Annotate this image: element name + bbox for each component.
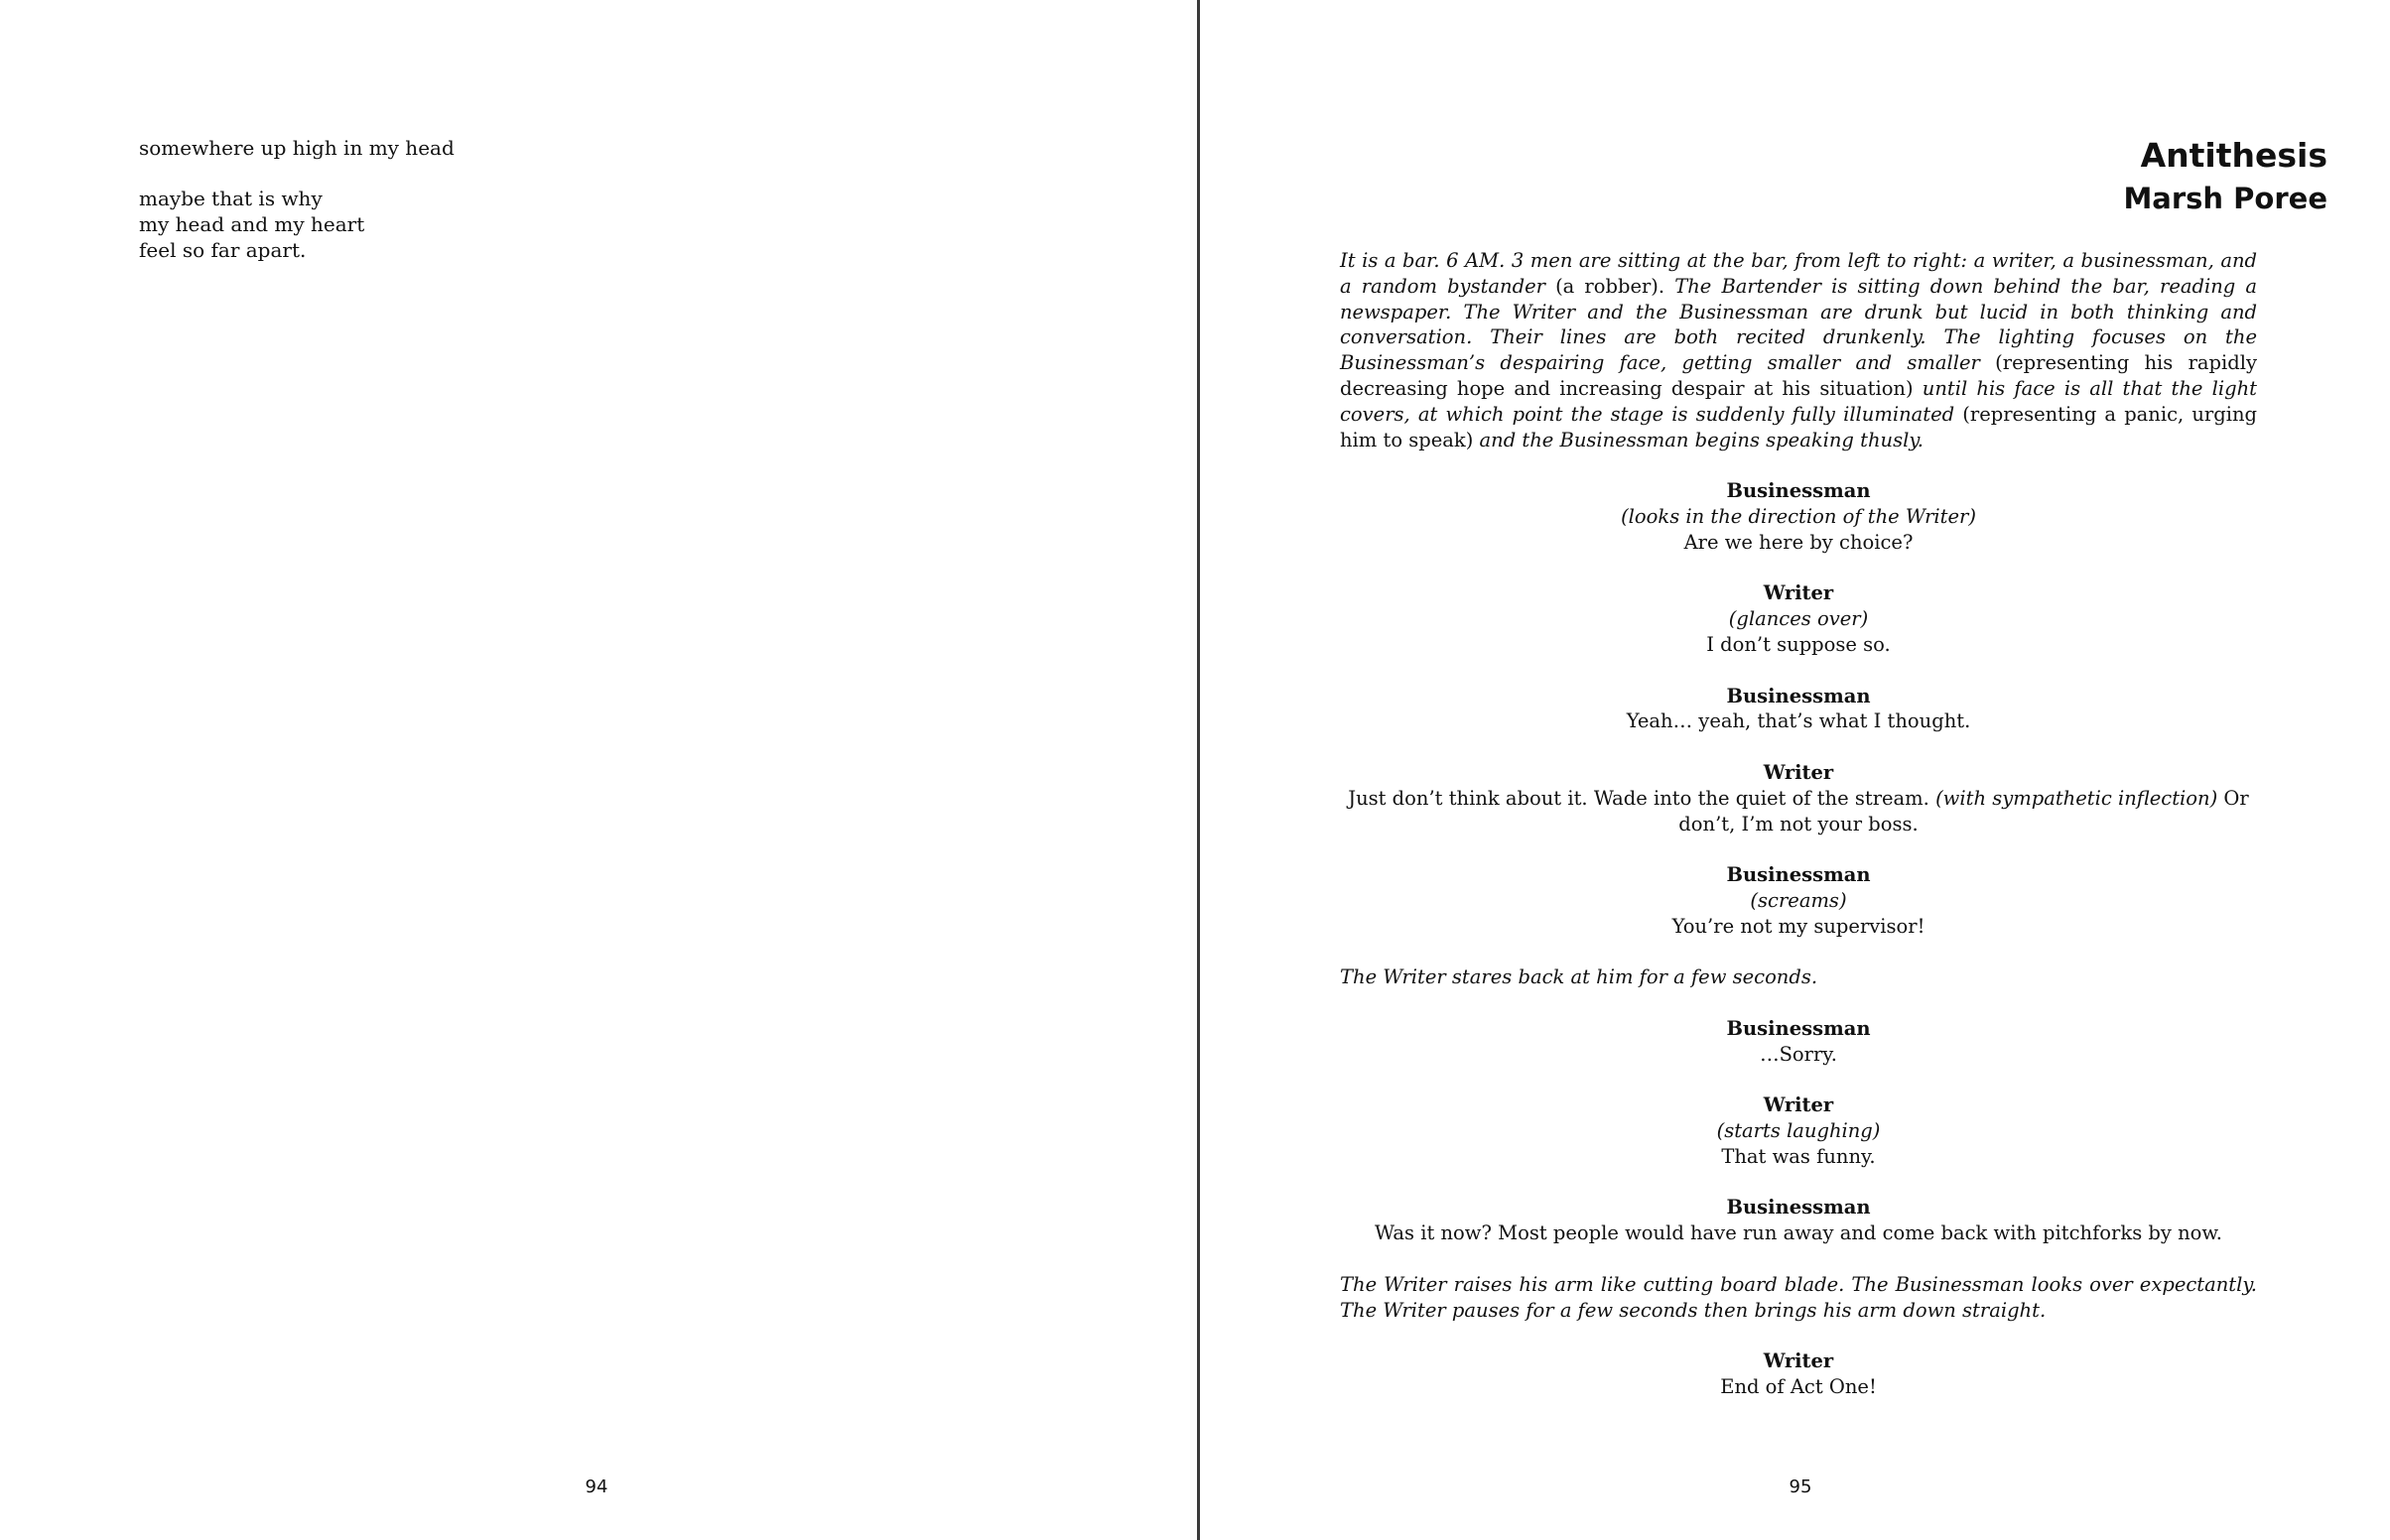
opening-stage-direction [1340, 248, 2257, 452]
speaker-name: Businessman [1726, 863, 1871, 887]
direction-segment: until his face is all that the light covers, at which point the stage is suddenly fully illuminated [1340, 376, 2257, 426]
parenthetical: (screams) [1750, 888, 1847, 912]
poem-stanza [139, 135, 834, 161]
speaker-name: Writer [1763, 581, 1834, 605]
dialogue-exchange [1340, 684, 2257, 735]
dialogue-line: …Sorry. [1760, 1042, 1837, 1066]
dialogue-exchange [1340, 478, 2257, 555]
dialogue-line: Are we here by choice? [1683, 530, 1914, 554]
dialogue-segment: Just don’t think about it. Wade into the quiet of the stream. [1348, 786, 1936, 810]
dialogue-line [1340, 786, 2257, 837]
dialogue-exchange [1340, 1348, 2257, 1400]
speaker-name: Writer [1763, 760, 1834, 784]
play-title: Antithesis [2140, 136, 2327, 175]
speaker-name: Businessman [1726, 479, 1871, 503]
book-spine-divider [1197, 0, 1200, 1540]
dialogue-line: You’re not my supervisor! [1671, 914, 1925, 938]
direction-segment: (representing his rapidly decreasing hope and increasing despair at his situation) [1340, 351, 2257, 400]
direction-segment: and the Businessman begins speaking thusly. [1473, 428, 1924, 451]
direction-segment: (representing a panic, urging him to speak) [1340, 402, 2258, 451]
speaker-name: Businessman [1726, 1016, 1871, 1040]
poem-line: feel so far apart. [139, 238, 307, 262]
dialogue-exchange [1340, 1195, 2257, 1246]
play-script [1340, 248, 2257, 1426]
dialogue-exchange [1340, 1016, 2257, 1068]
page-number-left: 94 [585, 1476, 608, 1497]
play-author: Marsh Poree [2123, 182, 2327, 215]
parenthetical: (glances over) [1728, 607, 1869, 631]
parenthetical: (looks in the direction of the Writer) [1621, 504, 1976, 528]
right-page [1204, 0, 2390, 1540]
direction-segment: The Bartender is sitting down behind the bar, reading a newspaper. The Writer and the Businessman are drunk but lucid in both thinking and conversation. Their lines are both recited drunkenly. The lighting focuses on the Businessman’s despairing face, getting smaller and smaller [1340, 274, 2257, 375]
dialogue-segment: Or don’t, I’m not your boss. [1678, 786, 2249, 835]
direction-segment: (a robber). [1555, 274, 1665, 298]
dialogue-exchange [1340, 760, 2257, 836]
poem-line: my head and my heart [139, 212, 365, 236]
inline-parenthetical: (with sympathetic inflection) [1935, 786, 2218, 810]
poem-stanza [139, 186, 834, 263]
title-block [2123, 133, 2327, 218]
dialogue-line: I don’t suppose so. [1706, 632, 1891, 656]
stage-direction: The Writer raises his arm like cutting board blade. The Businessman looks over expectantly. The Writer pauses for a few seconds then brings his arm down straight. [1340, 1272, 2257, 1322]
dialogue-line: End of Act One! [1720, 1375, 1877, 1399]
dialogue-line: That was funny. [1721, 1144, 1876, 1168]
dialogue-exchange [1340, 580, 2257, 657]
dialogue-line: Yeah… yeah, that’s what I thought. [1626, 709, 1971, 733]
poem-line: somewhere up high in my head [139, 136, 455, 160]
page-number-right: 95 [1789, 1476, 1812, 1497]
stage-direction: The Writer stares back at him for a few seconds. [1340, 965, 1818, 989]
speaker-name: Businessman [1726, 684, 1871, 707]
dialogue-exchange [1340, 862, 2257, 939]
dialogue-line: Was it now? Most people would have run away and come back with pitchforks by now. [1375, 1221, 2222, 1245]
speaker-name: Businessman [1726, 1196, 1871, 1219]
poem-line: maybe that is why [139, 187, 323, 210]
poem-fragment [139, 135, 834, 288]
dialogue-exchange [1340, 1092, 2257, 1169]
direction-segment: It is a bar. 6 AM. 3 men are sitting at the bar, from left to right: a writer, a businessman, and a random bystander [1340, 249, 2257, 298]
speaker-name: Writer [1763, 1093, 1834, 1117]
speaker-name: Writer [1763, 1349, 1834, 1373]
parenthetical: (starts laughing) [1716, 1119, 1881, 1143]
